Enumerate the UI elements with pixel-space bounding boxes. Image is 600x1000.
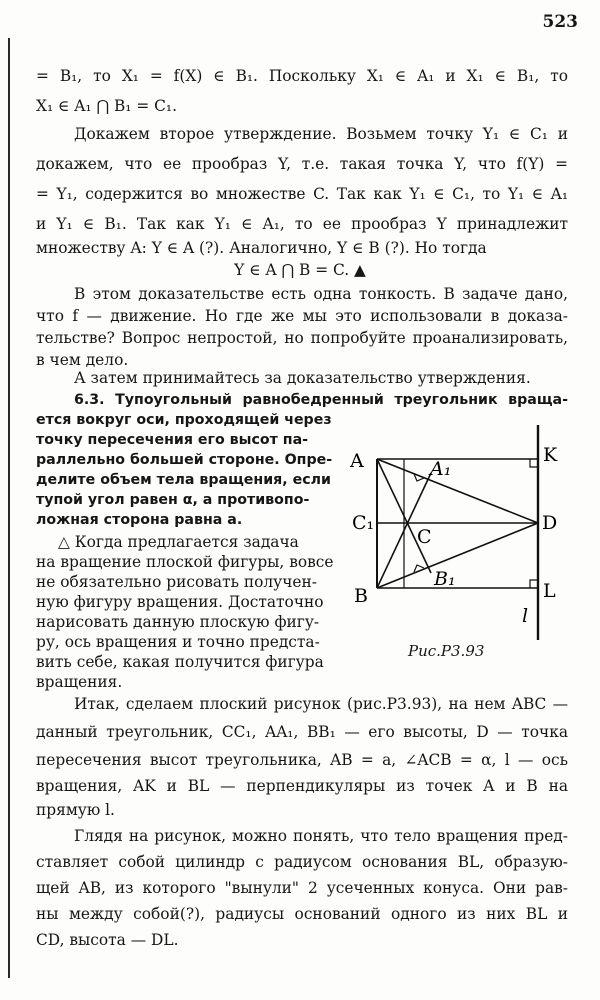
text-line: что f — движение. Но где же мы это использовали в доказа- [36, 307, 568, 325]
problem-title: 6.3. Тупоугольный равнобедренный треугольник враща- [74, 392, 568, 408]
text-line: тельстве? Вопрос непростой, но попробуйте проанализировать, [36, 329, 568, 347]
problem-line: ложная сторона равна a. [36, 512, 243, 528]
right-angle-l [530, 580, 538, 588]
right-angle-k [530, 459, 538, 467]
text-line: множеству A: Y ∈ A (?). Аналогично, Y ∈ B (?). Но тогда [36, 239, 487, 257]
text-line: CD, высота — DL. [36, 931, 179, 949]
figure-caption: Рис.Р3.93 [408, 642, 485, 660]
text-line: А затем принимайтесь за доказательство утверждения. [74, 369, 531, 387]
label-c1: C₁ [352, 512, 375, 534]
label-l: L [543, 580, 556, 602]
label-b1: B₁ [434, 568, 456, 590]
label-d: D [542, 512, 558, 534]
text-line: докажем, что ее прообраз Y, т.е. такая точка Y, что f(Y) = [36, 155, 568, 173]
formula-line: Y ∈ A ⋂ B = C. ▲ [234, 261, 366, 279]
segment-bd [377, 523, 538, 588]
problem-line: точку пересечения его высот па- [36, 432, 309, 448]
solution-line: не обязательно рисовать получен- [36, 573, 317, 591]
solution-line: вить себе, какая получится фигура [36, 653, 324, 671]
label-a1: A₁ [430, 458, 452, 480]
text-line: прямую l. [36, 801, 115, 819]
text-line: пересечения высот треугольника, AB = a, ∠ACB = α, l — ось [36, 751, 568, 769]
solution-line: △ Когда предлагается задача [58, 533, 299, 551]
text-line: = B₁, то X₁ = f(X) ∈ B₁. Поскольку X₁ ∈ A₁ и X₁ ∈ B₁, то [36, 67, 568, 85]
figure-p3-93 [340, 425, 560, 640]
text-line: = Y₁, содержится во множестве C. Так как Y₁ ∈ C₁, то Y₁ ∈ A₁ [36, 185, 568, 203]
problem-line: ется вокруг оси, проходящей через [36, 412, 332, 428]
margin-rule [8, 38, 10, 978]
solution-line: ру, ось вращения и точно предста- [36, 633, 320, 651]
text-line: X₁ ∈ A₁ ⋂ B₁ = C₁. [36, 97, 177, 115]
label-k: K [543, 444, 558, 466]
problem-line: делите объем тела вращения, если [36, 472, 331, 488]
solution-line: ную фигуру вращения. Достаточно [36, 593, 324, 611]
solution-line: на вращение плоской фигуры, вовсе [36, 553, 334, 571]
problem-line: тупой угол равен α, а противопо- [36, 492, 310, 508]
text-line: вращения, AK и BL — перпендикуляры из точек A и B на [36, 777, 568, 795]
label-c: C [417, 526, 432, 548]
text-line: и Y₁ ∈ B₁. Так как Y₁ ∈ A₁, то ее прообраз Y принадлежит [36, 215, 568, 233]
text-line: данный треугольник, CC₁, AA₁, BB₁ — его высоты, D — точка [36, 723, 568, 741]
text-line: в чем дело. [36, 351, 129, 369]
segment-ad [377, 459, 538, 523]
label-a: A [350, 450, 364, 472]
problem-line: раллельно большей стороне. Опре- [36, 452, 333, 468]
solution-line: вращения. [36, 673, 123, 691]
text-line: ставляет собой цилиндр с радиусом основания BL, образую- [36, 853, 568, 871]
page-number: 523 [542, 12, 578, 32]
label-b: B [354, 585, 368, 607]
text-line: Итак, сделаем плоский рисунок (рис.Р3.93), на нем ABC — [74, 695, 568, 713]
text-line: В этом доказательстве есть одна тонкость. В задаче дано, [74, 285, 568, 303]
text-line: ны между собой(?), радиусы оснований одного из них BL и [36, 905, 568, 923]
text-line: щей AB, из которого "вынули" 2 усеченных конуса. Они рав- [36, 879, 568, 897]
text-line: Докажем второе утверждение. Возьмем точку Y₁ ∈ C₁ и [74, 125, 568, 143]
label-axis-l: l [522, 605, 529, 627]
solution-line: нарисовать данную плоскую фигу- [36, 613, 320, 631]
text-line: Глядя на рисунок, можно понять, что тело вращения пред- [74, 827, 568, 845]
